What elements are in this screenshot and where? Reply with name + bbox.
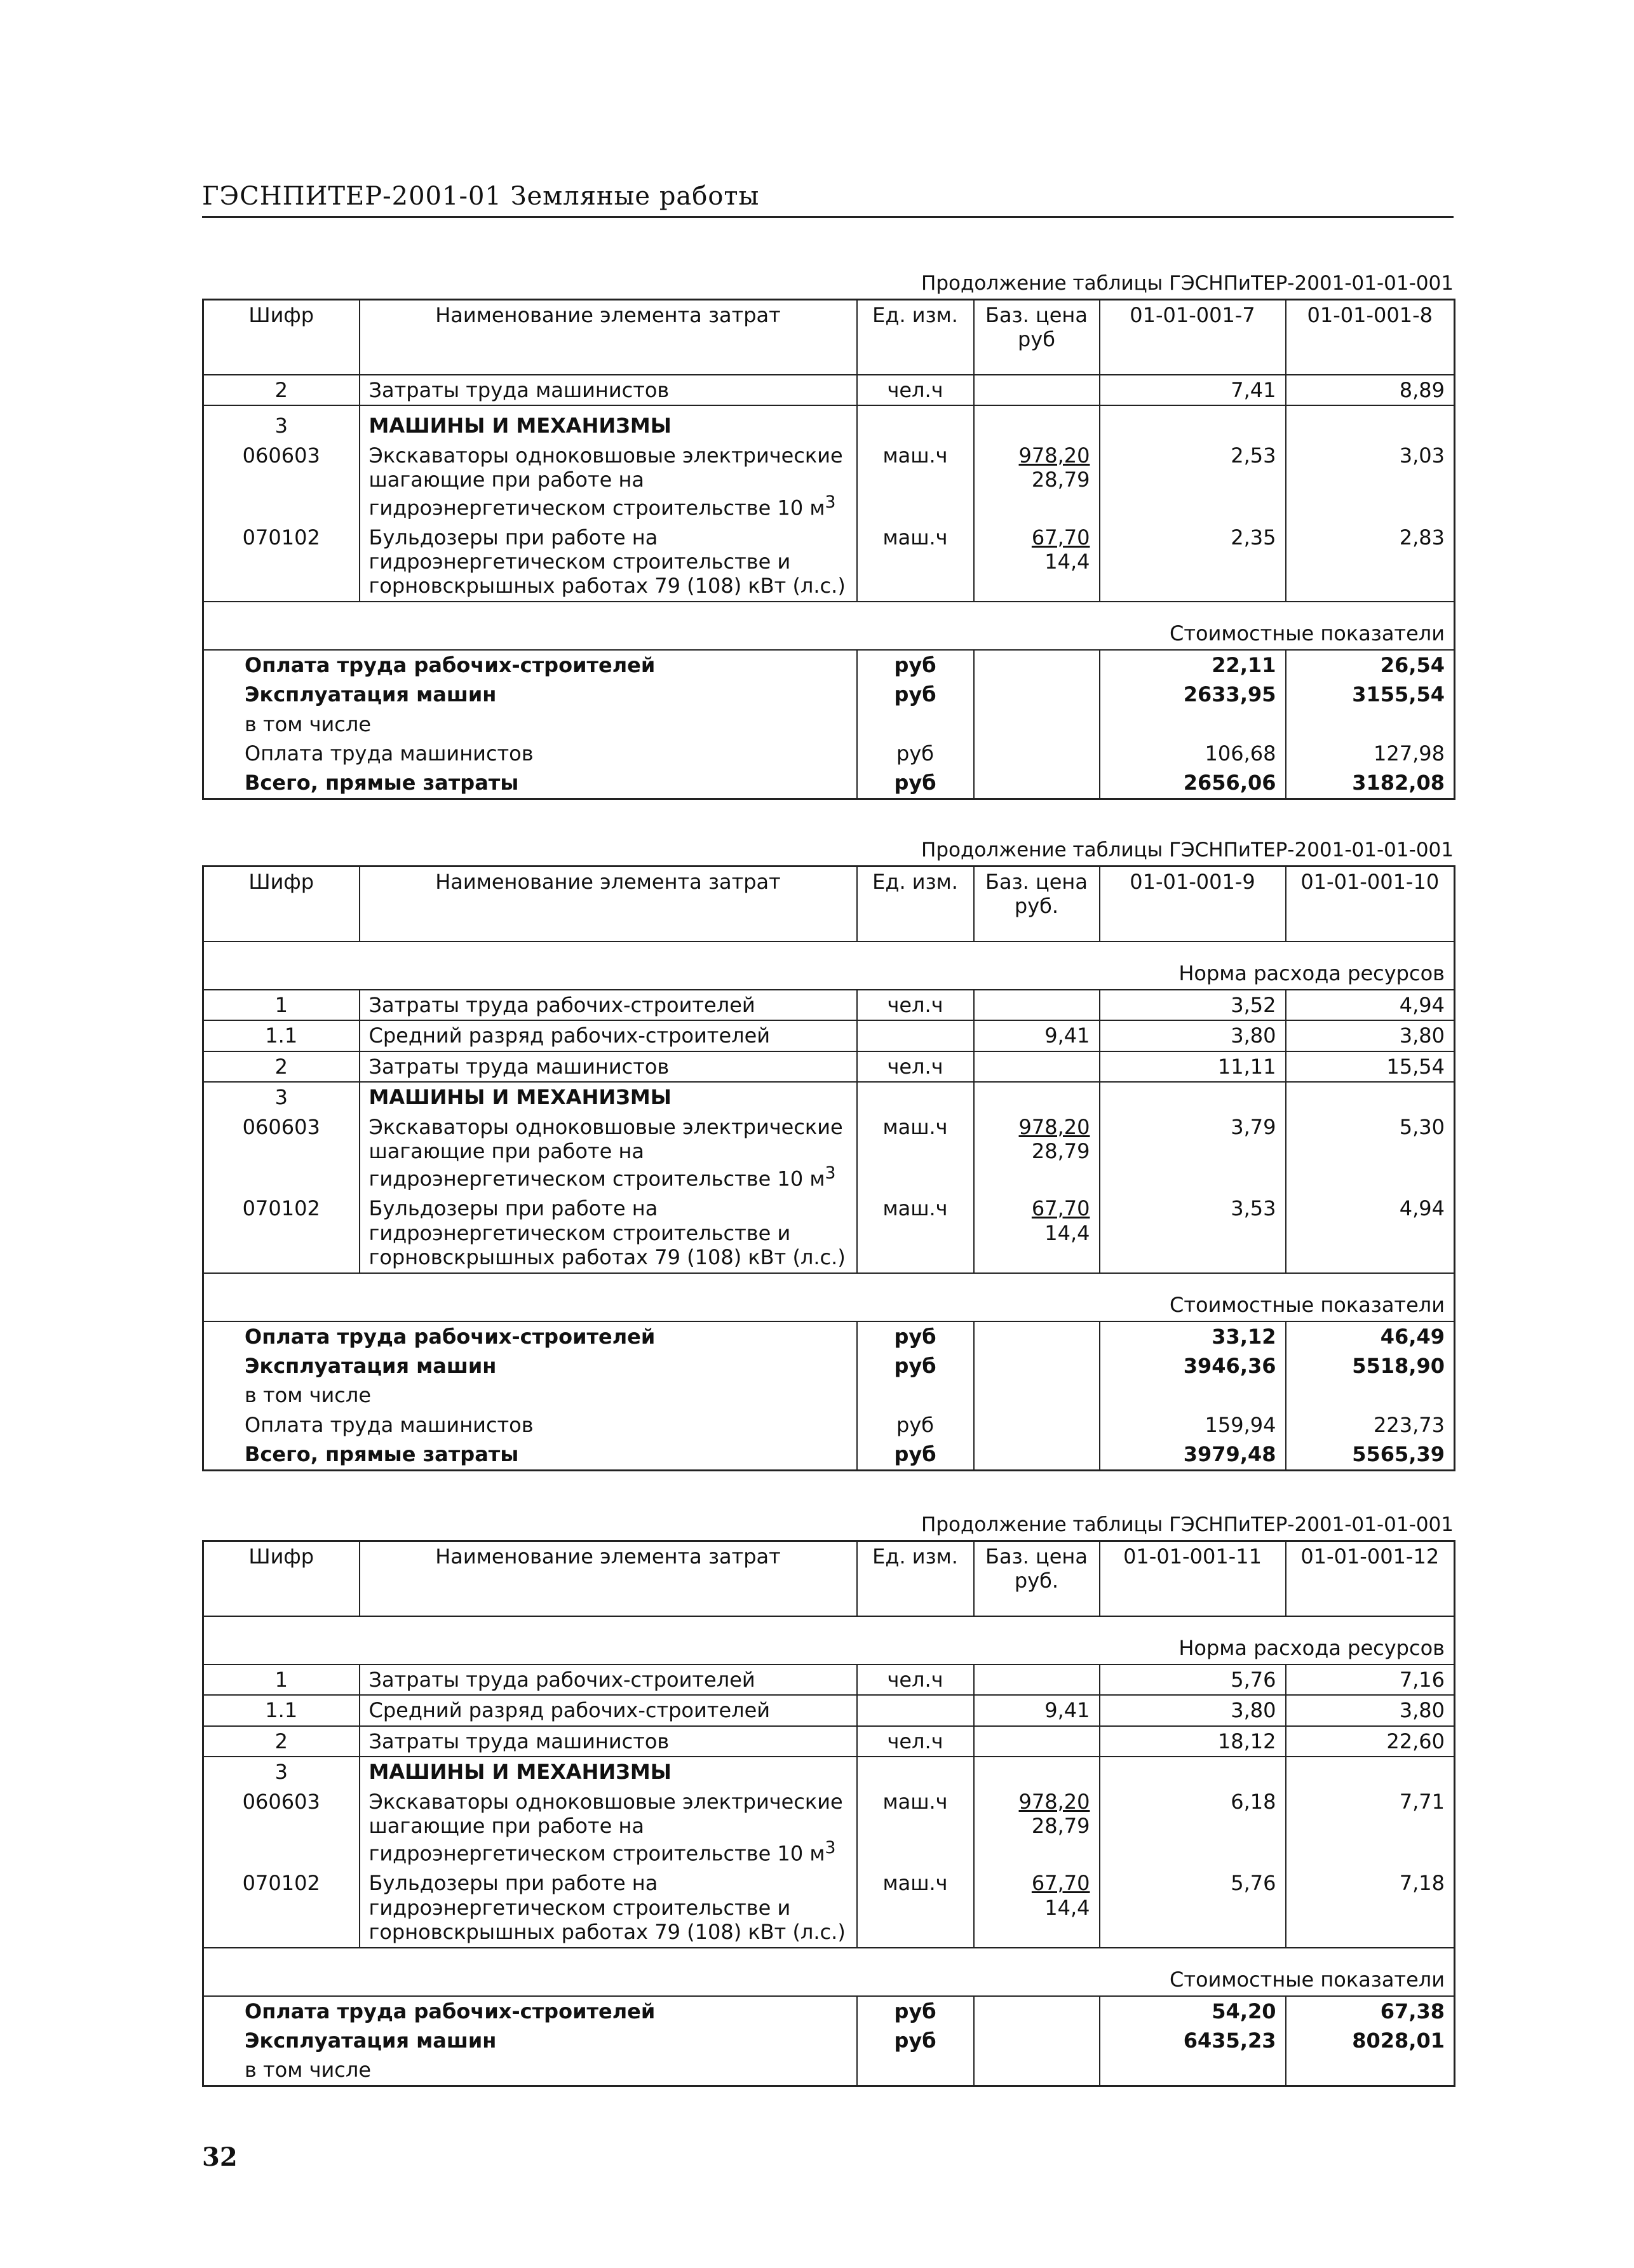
row-price [974, 1051, 1100, 1082]
table-header-row [203, 867, 1455, 942]
cost-price [974, 2055, 1100, 2086]
cost-value-b: 127,98 [1286, 739, 1455, 768]
section-label: Норма расхода ресурсов [203, 942, 1455, 990]
section-label: Стоимостные показатели [203, 1273, 1455, 1321]
row-value-b: 7,71 [1286, 1787, 1455, 1869]
cost-value-a: 3946,36 [1100, 1351, 1286, 1380]
cost-value-a: 2633,95 [1100, 680, 1286, 709]
row-unit [857, 405, 974, 440]
table-row [203, 1020, 1455, 1051]
row-code: 060603 [203, 1112, 360, 1194]
row-value-b: 2,83 [1286, 523, 1455, 602]
row-unit [857, 1695, 974, 1725]
row-code: 060603 [203, 441, 360, 523]
row-name: Средний разряд рабочих-строителей [360, 1695, 857, 1725]
col-header-unit: Ед. изм. [857, 300, 974, 375]
cost-label: Эксплуатация машин [203, 1351, 857, 1380]
row-value-a [1100, 405, 1286, 440]
cost-price [974, 1321, 1100, 1351]
section-row-costs [203, 1948, 1455, 1996]
table-1 [202, 299, 1455, 800]
table-row [203, 1695, 1455, 1725]
cost-price [974, 2026, 1100, 2055]
row-value-a: 3,53 [1100, 1194, 1286, 1272]
table-header-row [203, 1541, 1455, 1617]
row-price [974, 1787, 1100, 1869]
cost-value-b: 8028,01 [1286, 2026, 1455, 2055]
row-value-b: 22,60 [1286, 1726, 1455, 1757]
row-name: Затраты труда рабочих-строителей [360, 990, 857, 1020]
cost-unit: руб [857, 650, 974, 680]
table-row [203, 1112, 1455, 1194]
row-code: 060603 [203, 1787, 360, 1869]
row-price [974, 1194, 1100, 1272]
row-unit [857, 1082, 974, 1112]
cost-value-a [1100, 2055, 1286, 2086]
row-unit [857, 1020, 974, 1051]
row-value-b: 4,94 [1286, 1194, 1455, 1272]
row-value-a: 11,11 [1100, 1051, 1286, 1082]
name-line: Экскаваторы одноковшовые электрические [368, 1789, 843, 1814]
row-code: 070102 [203, 1194, 360, 1272]
row-price [974, 441, 1100, 523]
row-name [360, 1868, 857, 1947]
row-code: 2 [203, 375, 360, 405]
page-header: ГЭСНПИТЕР-2001-01 Земляные работы [202, 182, 1454, 218]
row-unit: чел.ч [857, 1726, 974, 1757]
col-header-b: 01-01-001-10 [1286, 867, 1455, 942]
page-number: 32 [202, 2142, 238, 2172]
cost-value-a: 54,20 [1100, 1996, 1286, 2026]
table-row [203, 1726, 1455, 1757]
price-line: 67,70 [1031, 525, 1090, 550]
cost-price [974, 650, 1100, 680]
row-price [974, 990, 1100, 1020]
name-line: шагающие при работе на [368, 1138, 645, 1163]
cost-label: Оплата труда рабочих-строителей [203, 1321, 857, 1351]
cost-unit [857, 710, 974, 739]
name-line: гидроэнергетическом строительстве 10 м [368, 496, 825, 520]
section-row-costs [203, 1273, 1455, 1321]
table-row [203, 1868, 1455, 1947]
row-name: МАШИНЫ И МЕХАНИЗМЫ [360, 1757, 857, 1786]
row-price [974, 1726, 1100, 1757]
row-name: Затраты труда машинистов [360, 1726, 857, 1757]
row-value-b: 5,30 [1286, 1112, 1455, 1194]
col-header-price [974, 867, 1100, 942]
col-header-code: Шифр [203, 1541, 360, 1617]
cost-row [203, 1380, 1455, 1410]
row-unit: маш.ч [857, 1112, 974, 1194]
cost-value-a [1100, 710, 1286, 739]
row-unit: маш.ч [857, 1868, 974, 1947]
cost-unit [857, 1380, 974, 1410]
row-code: 070102 [203, 1868, 360, 1947]
cost-price [974, 1380, 1100, 1410]
cost-row [203, 1996, 1455, 2026]
table-2-caption: Продолжение таблицы ГЭСНПиТЕР-2001-01-01-001 [921, 839, 1454, 861]
table-3-caption: Продолжение таблицы ГЭСНПиТЕР-2001-01-01-001 [921, 1513, 1454, 1536]
row-value-a: 18,12 [1100, 1726, 1286, 1757]
cost-label: Оплата труда машинистов [203, 1410, 857, 1440]
row-value-a [1100, 1082, 1286, 1112]
col-header-name: Наименование элемента затрат [360, 867, 857, 942]
cost-unit: руб [857, 1996, 974, 2026]
row-price [974, 1082, 1100, 1112]
row-value-a: 5,76 [1100, 1664, 1286, 1695]
row-unit: маш.ч [857, 1787, 974, 1869]
col-header-a: 01-01-001-7 [1100, 300, 1286, 375]
row-value-b [1286, 1082, 1455, 1112]
cost-value-b: 46,49 [1286, 1321, 1455, 1351]
cost-row [203, 1410, 1455, 1440]
row-value-b: 7,18 [1286, 1868, 1455, 1947]
row-value-a: 5,76 [1100, 1868, 1286, 1947]
section-row-norm [203, 1616, 1455, 1664]
col-header-code: Шифр [203, 300, 360, 375]
cost-row [203, 680, 1455, 709]
cost-price [974, 768, 1100, 799]
cost-row [203, 1351, 1455, 1380]
cost-value-b [1286, 710, 1455, 739]
cost-unit: руб [857, 1351, 974, 1380]
table-row [203, 990, 1455, 1020]
row-value-b: 7,16 [1286, 1664, 1455, 1695]
cost-value-b: 223,73 [1286, 1410, 1455, 1440]
col-header-a: 01-01-001-11 [1100, 1541, 1286, 1617]
price-line: 67,70 [1031, 1196, 1090, 1221]
row-name: Затраты труда машинистов [360, 1051, 857, 1082]
row-name: МАШИНЫ И МЕХАНИЗМЫ [360, 1082, 857, 1112]
row-value-a: 3,79 [1100, 1112, 1286, 1194]
cost-row [203, 2026, 1455, 2055]
row-value-a: 2,35 [1100, 523, 1286, 602]
cost-value-b: 5565,39 [1286, 1440, 1455, 1470]
cost-label: Оплата труда машинистов [203, 739, 857, 768]
name-line: Экскаваторы одноковшовые электрические [368, 1114, 843, 1139]
price-line: 978,20 [1018, 443, 1090, 468]
table-row [203, 1194, 1455, 1272]
table-row [203, 375, 1455, 405]
price-header-line-2: руб. [1014, 894, 1059, 919]
col-header-a: 01-01-001-9 [1100, 867, 1286, 942]
row-name: Затраты труда машинистов [360, 375, 857, 405]
cost-price [974, 1996, 1100, 2026]
row-value-a: 3,80 [1100, 1020, 1286, 1051]
superscript: 3 [825, 492, 836, 512]
cost-value-b: 3182,08 [1286, 768, 1455, 799]
row-code: 1.1 [203, 1020, 360, 1051]
cost-row [203, 1440, 1455, 1470]
cost-value-a: 33,12 [1100, 1321, 1286, 1351]
table-header-row [203, 300, 1455, 375]
row-value-b [1286, 1757, 1455, 1786]
cost-label: Оплата труда рабочих-строителей [203, 1996, 857, 2026]
col-header-unit: Ед. изм. [857, 867, 974, 942]
price-line: 14,4 [1044, 550, 1090, 574]
price-line: 14,4 [1044, 1895, 1090, 1920]
cost-price [974, 1351, 1100, 1380]
table-row [203, 1082, 1455, 1112]
row-code: 1 [203, 990, 360, 1020]
row-name [360, 1112, 857, 1194]
cost-label: Всего, прямые затраты [203, 1440, 857, 1470]
superscript: 3 [825, 1163, 836, 1184]
cost-label: в том числе [203, 710, 857, 739]
col-header-price [974, 1541, 1100, 1617]
row-unit: чел.ч [857, 1664, 974, 1695]
row-code: 2 [203, 1726, 360, 1757]
price-header-line-2: руб. [1014, 1569, 1059, 1593]
row-value-a: 3,80 [1100, 1695, 1286, 1725]
table-2 [202, 865, 1455, 1471]
row-value-a: 6,18 [1100, 1787, 1286, 1869]
cost-value-b: 67,38 [1286, 1996, 1455, 2026]
cost-price [974, 680, 1100, 709]
col-header-price [974, 300, 1100, 375]
table-row [203, 441, 1455, 523]
row-name [360, 1194, 857, 1272]
cost-row [203, 650, 1455, 680]
col-header-unit: Ед. изм. [857, 1541, 974, 1617]
cost-label: в том числе [203, 2055, 857, 2086]
cost-row [203, 710, 1455, 739]
row-price [974, 1757, 1100, 1786]
col-header-code: Шифр [203, 867, 360, 942]
row-unit: чел.ч [857, 375, 974, 405]
row-name: Затраты труда рабочих-строителей [360, 1664, 857, 1695]
cost-unit: руб [857, 1440, 974, 1470]
price-header-line-1: Баз. цена [985, 870, 1088, 894]
table-1-caption: Продолжение таблицы ГЭСНПиТЕР-2001-01-01-001 [921, 272, 1454, 295]
name-line: горновскрышных работах 79 (108) кВт (л.с.) [368, 574, 846, 598]
row-value-b: 8,89 [1286, 375, 1455, 405]
table-3 [202, 1540, 1455, 2087]
cost-label: Всего, прямые затраты [203, 768, 857, 799]
cost-unit: руб [857, 2026, 974, 2055]
cost-value-a: 6435,23 [1100, 2026, 1286, 2055]
name-line: Бульдозеры при работе на [368, 525, 658, 550]
superscript: 3 [825, 1838, 836, 1858]
cost-value-a: 22,11 [1100, 650, 1286, 680]
cost-value-a: 2656,06 [1100, 768, 1286, 799]
price-line: 14,4 [1044, 1220, 1090, 1245]
table-row [203, 1664, 1455, 1695]
row-code: 1 [203, 1664, 360, 1695]
row-name [360, 1787, 857, 1869]
price-header-line-1: Баз. цена [985, 303, 1088, 327]
cost-value-a: 3979,48 [1100, 1440, 1286, 1470]
price-line: 67,70 [1031, 1871, 1090, 1896]
cost-row [203, 768, 1455, 799]
cost-unit: руб [857, 768, 974, 799]
row-price [974, 1112, 1100, 1194]
row-value-b: 3,80 [1286, 1695, 1455, 1725]
row-code: 3 [203, 1757, 360, 1786]
row-code: 2 [203, 1051, 360, 1082]
price-header-line-1: Баз. цена [985, 1544, 1088, 1569]
row-value-b: 3,80 [1286, 1020, 1455, 1051]
section-label: Стоимостные показатели [203, 1948, 1455, 1996]
name-line: горновскрышных работах 79 (108) кВт (л.с.) [368, 1245, 846, 1270]
row-price [974, 375, 1100, 405]
row-unit: маш.ч [857, 441, 974, 523]
table-row [203, 405, 1455, 440]
name-line: Бульдозеры при работе на [368, 1871, 658, 1896]
col-header-name: Наименование элемента затрат [360, 1541, 857, 1617]
cost-label: Оплата труда рабочих-строителей [203, 650, 857, 680]
name-line: гидроэнергетическом строительстве и [368, 550, 791, 574]
cost-unit: руб [857, 1321, 974, 1351]
row-price: 9,41 [974, 1020, 1100, 1051]
cost-unit: руб [857, 680, 974, 709]
cost-value-b [1286, 2055, 1455, 2086]
row-value-a [1100, 1757, 1286, 1786]
name-line: гидроэнергетическом строительстве 10 м [368, 1842, 825, 1866]
price-line: 28,79 [1031, 1138, 1090, 1163]
row-name [360, 523, 857, 602]
row-code: 1.1 [203, 1695, 360, 1725]
section-label: Стоимостные показатели [203, 602, 1455, 650]
name-line: Экскаваторы одноковшовые электрические [368, 443, 843, 468]
row-name [360, 441, 857, 523]
row-code: 3 [203, 1082, 360, 1112]
row-value-b: 15,54 [1286, 1051, 1455, 1082]
cost-label: Эксплуатация машин [203, 2026, 857, 2055]
name-line: шагающие при работе на [368, 1813, 645, 1838]
cost-price [974, 739, 1100, 768]
col-header-b: 01-01-001-8 [1286, 300, 1455, 375]
row-value-a: 3,52 [1100, 990, 1286, 1020]
col-header-name: Наименование элемента затрат [360, 300, 857, 375]
table-row [203, 1787, 1455, 1869]
section-row-costs [203, 602, 1455, 650]
price-header-line-2: руб [1018, 327, 1055, 352]
cost-value-a: 159,94 [1100, 1410, 1286, 1440]
row-value-b: 3,03 [1286, 441, 1455, 523]
cost-value-b [1286, 1380, 1455, 1410]
row-code: 3 [203, 405, 360, 440]
row-name: МАШИНЫ И МЕХАНИЗМЫ [360, 405, 857, 440]
row-value-a: 7,41 [1100, 375, 1286, 405]
name-line: гидроэнергетическом строительстве 10 м [368, 1167, 825, 1191]
row-unit: маш.ч [857, 1194, 974, 1272]
cost-label: в том числе [203, 1380, 857, 1410]
cost-price [974, 1440, 1100, 1470]
name-line: шагающие при работе на [368, 468, 645, 492]
row-price [974, 1868, 1100, 1947]
col-header-b: 01-01-001-12 [1286, 1541, 1455, 1617]
row-unit [857, 1757, 974, 1786]
name-line: Бульдозеры при работе на [368, 1196, 658, 1221]
row-price [974, 1664, 1100, 1695]
cost-value-b: 5518,90 [1286, 1351, 1455, 1380]
table-row [203, 1051, 1455, 1082]
cost-value-b: 3155,54 [1286, 680, 1455, 709]
row-value-a: 2,53 [1100, 441, 1286, 523]
row-name: Средний разряд рабочих-строителей [360, 1020, 857, 1051]
row-price [974, 405, 1100, 440]
name-line: гидроэнергетическом строительстве и [368, 1895, 791, 1920]
cost-value-b: 26,54 [1286, 650, 1455, 680]
price-line: 28,79 [1031, 1813, 1090, 1838]
section-row-norm [203, 942, 1455, 990]
cost-price [974, 1410, 1100, 1440]
cost-unit: руб [857, 1410, 974, 1440]
cost-unit [857, 2055, 974, 2086]
row-code: 070102 [203, 523, 360, 602]
row-unit: чел.ч [857, 990, 974, 1020]
cost-value-a: 106,68 [1100, 739, 1286, 768]
table-row [203, 523, 1455, 602]
row-value-b: 4,94 [1286, 990, 1455, 1020]
cost-label: Эксплуатация машин [203, 680, 857, 709]
name-line: горновскрышных работах 79 (108) кВт (л.с.) [368, 1920, 846, 1945]
cost-unit: руб [857, 739, 974, 768]
cost-value-a [1100, 1380, 1286, 1410]
cost-row [203, 2055, 1455, 2086]
row-unit: маш.ч [857, 523, 974, 602]
price-line: 28,79 [1031, 468, 1090, 492]
row-price [974, 523, 1100, 602]
price-line: 978,20 [1018, 1114, 1090, 1139]
name-line: гидроэнергетическом строительстве и [368, 1220, 791, 1245]
cost-row [203, 739, 1455, 768]
row-price: 9,41 [974, 1695, 1100, 1725]
cost-price [974, 710, 1100, 739]
row-value-b [1286, 405, 1455, 440]
row-unit: чел.ч [857, 1051, 974, 1082]
table-row [203, 1757, 1455, 1786]
price-line: 978,20 [1018, 1789, 1090, 1814]
cost-row [203, 1321, 1455, 1351]
section-label: Норма расхода ресурсов [203, 1616, 1455, 1664]
